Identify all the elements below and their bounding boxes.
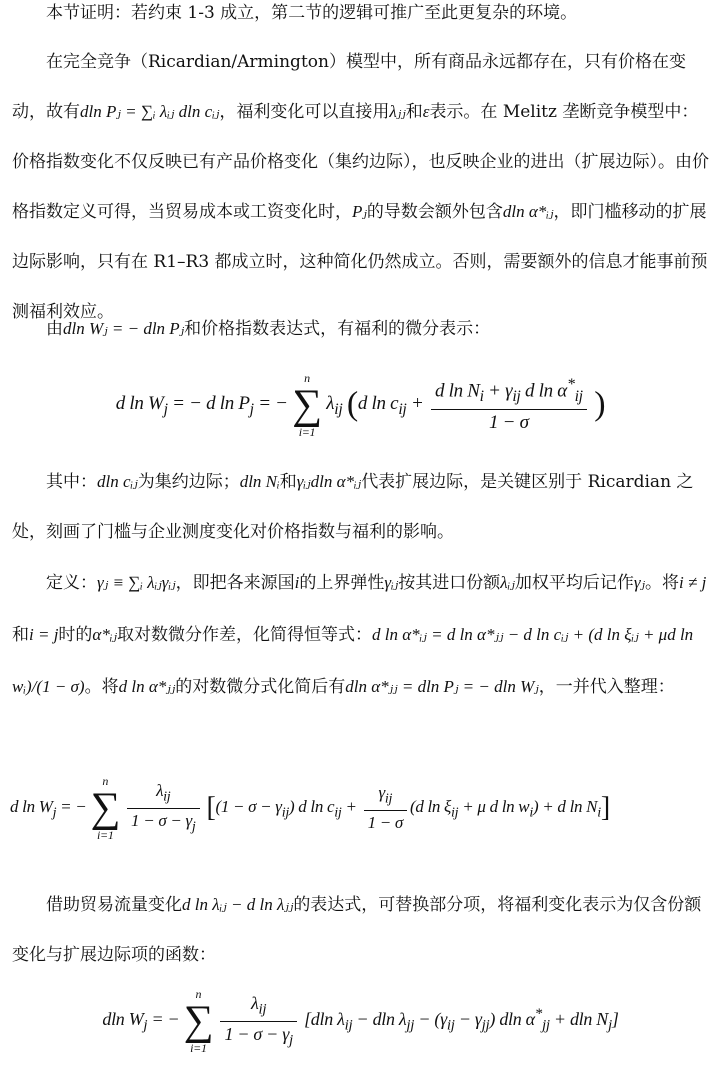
text-segment: 和 — [12, 625, 29, 645]
inline-math: i = j — [29, 625, 59, 644]
equation-welfare-shares: dln $W_j$ = − n ∑ i=1 $\frac{\lambda_{ij}}{1 - \sigma - \gamma_j}$ [dln $\lambda_{ij} - dln$ $\lambda_{jj} - (\gamma_{ij} - \gamma_{jj})$ dln $\alpha^*_{jj} + dln$ $N_j$] — [102, 987, 619, 1055]
text-segment: 的表达式，可替换部分项，将福利变化表示为仅含份额变化与扩展边际项的函数： — [12, 895, 702, 965]
text-segment: 代表扩展边际，是关键区别于 Ricardian 之处，刻画了门槛与企业测度变化对价格指数与福利的影响。 — [12, 472, 694, 542]
inline-math: ε — [422, 102, 430, 121]
inline-math: i ≠ j — [679, 573, 707, 592]
equation-welfare-substituted: d $\ln W_j$ = − n ∑ i=1 $\frac{\lambda_{ij}}{1 - \sigma - \gamma_j}$ [$(1 - \sigma - \gamma_{ij})$ d $\ln c_{ij}$ + $\frac{\gamma_{ij}}{1 - \sigma}$ (d $\ln \xi_{ij} + \mu$ d $\ln w_i) + d$ $\ln N_i$] — [10, 774, 610, 842]
text-segment: 加权平均后记作 — [514, 573, 634, 593]
inline-math: dln Pⱼ = ∑ᵢ λᵢⱼ dln cᵢⱼ — [80, 102, 220, 121]
text-segment: 的上界弹性 — [299, 573, 385, 593]
inline-math: γⱼ ≡ ∑ᵢ λᵢⱼγᵢⱼ — [97, 573, 176, 592]
text-segment: ，一并代入整理： — [538, 677, 675, 697]
inline-math: α*ᵢⱼ — [92, 625, 118, 644]
text-segment: 在完全竞争（Ricardian/Armington）模型中，所有商品永远都存在，只有价格在变动，故有 — [12, 52, 686, 122]
inline-math: λᵢⱼ — [500, 573, 515, 592]
text-segment: 的对数微分式化简后有 — [175, 677, 346, 697]
inline-math: dln Nᵢ — [239, 472, 280, 491]
text-segment: 。将 — [84, 677, 119, 697]
inline-math: d ln λᵢⱼ − d ln λⱼⱼ — [182, 895, 294, 914]
text-segment: 为集约边际； — [137, 472, 240, 492]
paragraph-intro-text: 本节证明：若约束 1-3 成立，第二节的逻辑可推广至此更复杂的环境。 — [46, 3, 578, 23]
inline-math: i — [294, 573, 300, 592]
paragraph-welfare-derivation — [12, 304, 712, 354]
paragraph-intro — [12, 0, 712, 38]
text-segment: 定义： — [46, 573, 97, 593]
inline-math: γⱼ — [633, 573, 646, 592]
inline-math: Pⱼ — [352, 202, 367, 221]
text-segment: ，即门槛移动的扩展边际影响，只有在 R1–R3 都成立时，这种简化仍然成立。否则，需要额外的信息才能事前预测福利效应。 — [12, 202, 708, 322]
text-segment: 由 — [46, 319, 63, 339]
text-segment: ，即把各来源国 — [175, 573, 295, 593]
text-segment: 表示。在 Melitz 垄断竞争模型中：价格指数变化不仅反映已有产品价格变化（集约边际），也反映企业的进出（扩展边际）。由价格指数定义可得，当贸易成本或工资变化时， — [12, 102, 709, 222]
text-segment: 时的 — [58, 625, 93, 645]
paragraph-margins — [12, 457, 712, 557]
paragraph-trade-flow — [12, 880, 712, 980]
text-segment: 取对数微分作差，化简得恒等式： — [117, 625, 373, 645]
inline-math: dln Wⱼ = − dln Pⱼ — [63, 319, 185, 338]
inline-math: dln α*ⱼⱼ = dln Pⱼ = − dln Wⱼ — [345, 677, 539, 696]
text-segment: 借助贸易流量变化 — [46, 895, 182, 915]
equation-welfare-differential: d $\ln W_j$ = − d $\ln P_j$ = − n ∑ i=1 $\lambda_{ij}$ (d $\ln c_{ij}$ + $\frac{d \ln N_i + \gamma_{ij} d \ln \alpha^*_{ij}}{1 - \sigma}$ ) — [115, 371, 606, 439]
text-segment: 和 — [405, 102, 423, 122]
text-segment: ，福利变化可以直接用 — [219, 102, 390, 122]
paragraph-competition — [12, 37, 712, 337]
inline-math: γᵢⱼdln α*ᵢⱼ — [296, 472, 362, 491]
inline-math: λⱼⱼ — [389, 102, 406, 121]
inline-math: dln cᵢⱼ — [97, 472, 138, 491]
text-segment: 的导数会额外包含 — [366, 202, 503, 222]
inline-math: dln α*ᵢⱼ — [502, 202, 554, 221]
text-segment: 其中： — [46, 472, 97, 492]
text-segment: 和 — [279, 472, 297, 492]
text-segment: 按其进口份额 — [398, 573, 501, 593]
paragraph-definition — [12, 557, 712, 713]
inline-math: d ln α*ᵢⱼ = d ln α*ⱼⱼ − d ln cᵢⱼ + (d ln ξᵢⱼ + μd ln wᵢ)/(1 − σ) — [12, 625, 694, 696]
inline-math: d ln α*ⱼⱼ — [118, 677, 176, 696]
text-segment: 。将 — [645, 573, 680, 593]
text-segment: 和价格指数表达式，有福利的微分表示： — [184, 319, 491, 339]
inline-math: γᵢⱼ — [384, 573, 399, 592]
